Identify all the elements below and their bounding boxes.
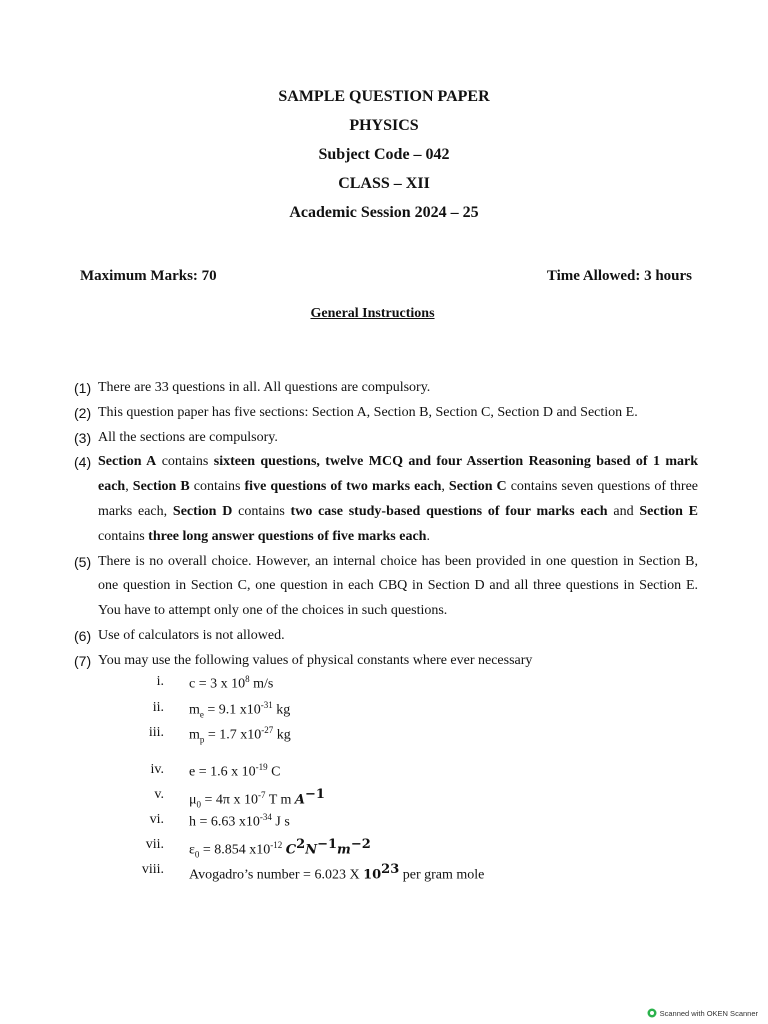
math-symbol: m [337,842,351,858]
text-fragment: , [441,479,449,495]
text-fragment: contains [98,528,149,544]
instruction-item [76,550,698,624]
scanner-text: Scanned with OKEN Scanner [659,1008,758,1018]
superscript: -7 [257,790,266,800]
superscript: -12 [270,840,283,850]
constant-value [189,837,371,859]
constant-value [189,862,484,884]
instruction-number: (3) [74,429,92,446]
paper-header [0,86,768,231]
roman-numeral: iii. [148,725,164,740]
instructions-list [76,376,698,674]
section-b-label: Section B [132,479,190,495]
instruction-text: There are 33 questions in all. All questions are compulsory. [98,380,431,395]
roman-numeral: v. [154,787,164,802]
constant-row [140,725,291,745]
instruction-item [76,401,698,426]
instruction-item [76,376,698,401]
instruction-item [76,450,698,549]
text-fragment: . [426,528,430,544]
math-symbol: N [305,842,318,858]
math-number: 10 [363,867,382,883]
text-fragment: contains [232,503,291,519]
time-allowed: Time Allowed: 3 hours [546,268,692,284]
text-fragment: J s [271,814,290,830]
superscript: -27 [261,725,274,735]
instruction-number: (1) [74,380,92,396]
text-fragment: = 8.854 x10 [199,842,271,858]
roman-numeral: i. [156,674,164,689]
instruction-item [76,649,698,674]
section-d-label: Section D [172,503,233,519]
text-fragment: contains [189,479,245,495]
superscript: 8 [245,674,250,684]
instruction-number: (7) [74,652,92,669]
text-fragment: m [189,702,200,718]
subscript: p [199,734,205,745]
superscript: −2 [350,837,371,852]
instruction-text: This question paper has five sections: Section A, Section B, Section C, Section D and Section E. [98,404,638,420]
text-fragment: per gram mole [399,867,485,883]
class-label: CLASS – XII [338,175,430,192]
superscript: −1 [305,787,325,802]
text-fragment: μ [189,792,197,808]
emphasis-text: five questions of two marks each [244,479,442,495]
text-fragment: ε [189,842,195,858]
section-e-label: Section E [639,503,699,519]
text-fragment: contains seven questions of three marks each, [98,479,699,519]
text-fragment: c = 3 x 10 [189,676,246,692]
constant-value [189,725,291,744]
text-fragment: kg [272,702,291,718]
instruction-item [76,624,698,649]
constant-row [140,674,274,692]
superscript: −1 [317,837,338,852]
constant-value [189,674,273,693]
math-symbol: A [294,792,306,808]
text-fragment: Avogadro’s number = 6.023 X [189,867,364,883]
roman-numeral: ii. [152,700,164,715]
constant-row [140,700,291,720]
instruction-text: There is no overall choice. However, an internal choice has been provided in one question in Section B, one question in Section C, one question in each CBQ in Section D and all three questions in Section E. You have to attempt only one of the choices in such questions. [98,553,698,619]
emphasis-text: two case study-based questions of four marks each [290,503,608,519]
instruction-item [76,426,698,451]
academic-session: Academic Session 2024 – 25 [289,204,479,221]
paper-title: SAMPLE QUESTION PAPER [278,88,490,105]
instruction-number: (5) [74,553,92,570]
text-fragment: h = 6.63 x10 [189,814,260,830]
math-symbol: C [285,842,297,858]
instruction-text [98,454,698,543]
superscript: -19 [255,762,268,772]
text-fragment: m [189,727,200,743]
roman-numeral: iv. [150,762,164,777]
text-fragment: and [607,503,640,519]
constant-row [140,812,290,830]
emphasis-text: sixteen questions, twelve MCQ and four Assertion Reasoning based of 1 mark each [98,454,699,495]
text-fragment: , [125,479,133,495]
instruction-number: (4) [74,454,92,471]
constant-value [189,700,290,719]
text-fragment: = 9.1 x10 [203,702,261,718]
constant-row [140,762,281,780]
general-instructions-heading: General Instructions [310,306,435,321]
subject-name: PHYSICS [349,117,419,134]
subscript: 0 [196,799,202,810]
superscript: 2 [296,837,306,852]
roman-numeral: vii. [145,837,164,852]
text-fragment: m/s [249,676,274,692]
scanner-watermark [647,1008,758,1018]
emphasis-text: three long answer questions of five marks each [148,528,427,544]
roman-numeral: vi. [149,812,164,827]
roman-numeral: viii. [141,862,164,877]
instruction-number: (6) [74,627,92,644]
maximum-marks: Maximum Marks: 70 [80,268,217,284]
scanner-logo-icon [647,1008,657,1018]
instruction-text: You may use the following values of physical constants where ever necessary [98,652,533,668]
constant-row [140,862,485,883]
section-c-label: Section C [448,479,507,495]
subscript: e [199,709,204,720]
superscript: -31 [260,700,273,710]
text-fragment: T m [265,792,295,808]
subscript: 0 [194,849,200,860]
text-fragment: contains [156,454,214,470]
constant-row [140,837,371,860]
constant-value [189,812,290,831]
subject-code: Subject Code – 042 [318,146,450,163]
text-fragment: = 4π x 10 [201,792,258,808]
constant-value [189,787,325,809]
instruction-text: Use of calculators is not allowed. [98,627,285,643]
instruction-text: All the sections are compulsory. [98,429,278,445]
text-fragment: e = 1.6 x 10 [189,764,256,780]
text-fragment: kg [273,727,291,743]
superscript: -34 [259,812,272,822]
text-fragment: = 1.7 x10 [204,727,262,743]
text-fragment: C [267,764,281,780]
instruction-number: (2) [74,404,92,421]
section-a-label: Section A [98,454,157,470]
superscript: 23 [381,862,400,877]
constant-value [189,762,280,781]
